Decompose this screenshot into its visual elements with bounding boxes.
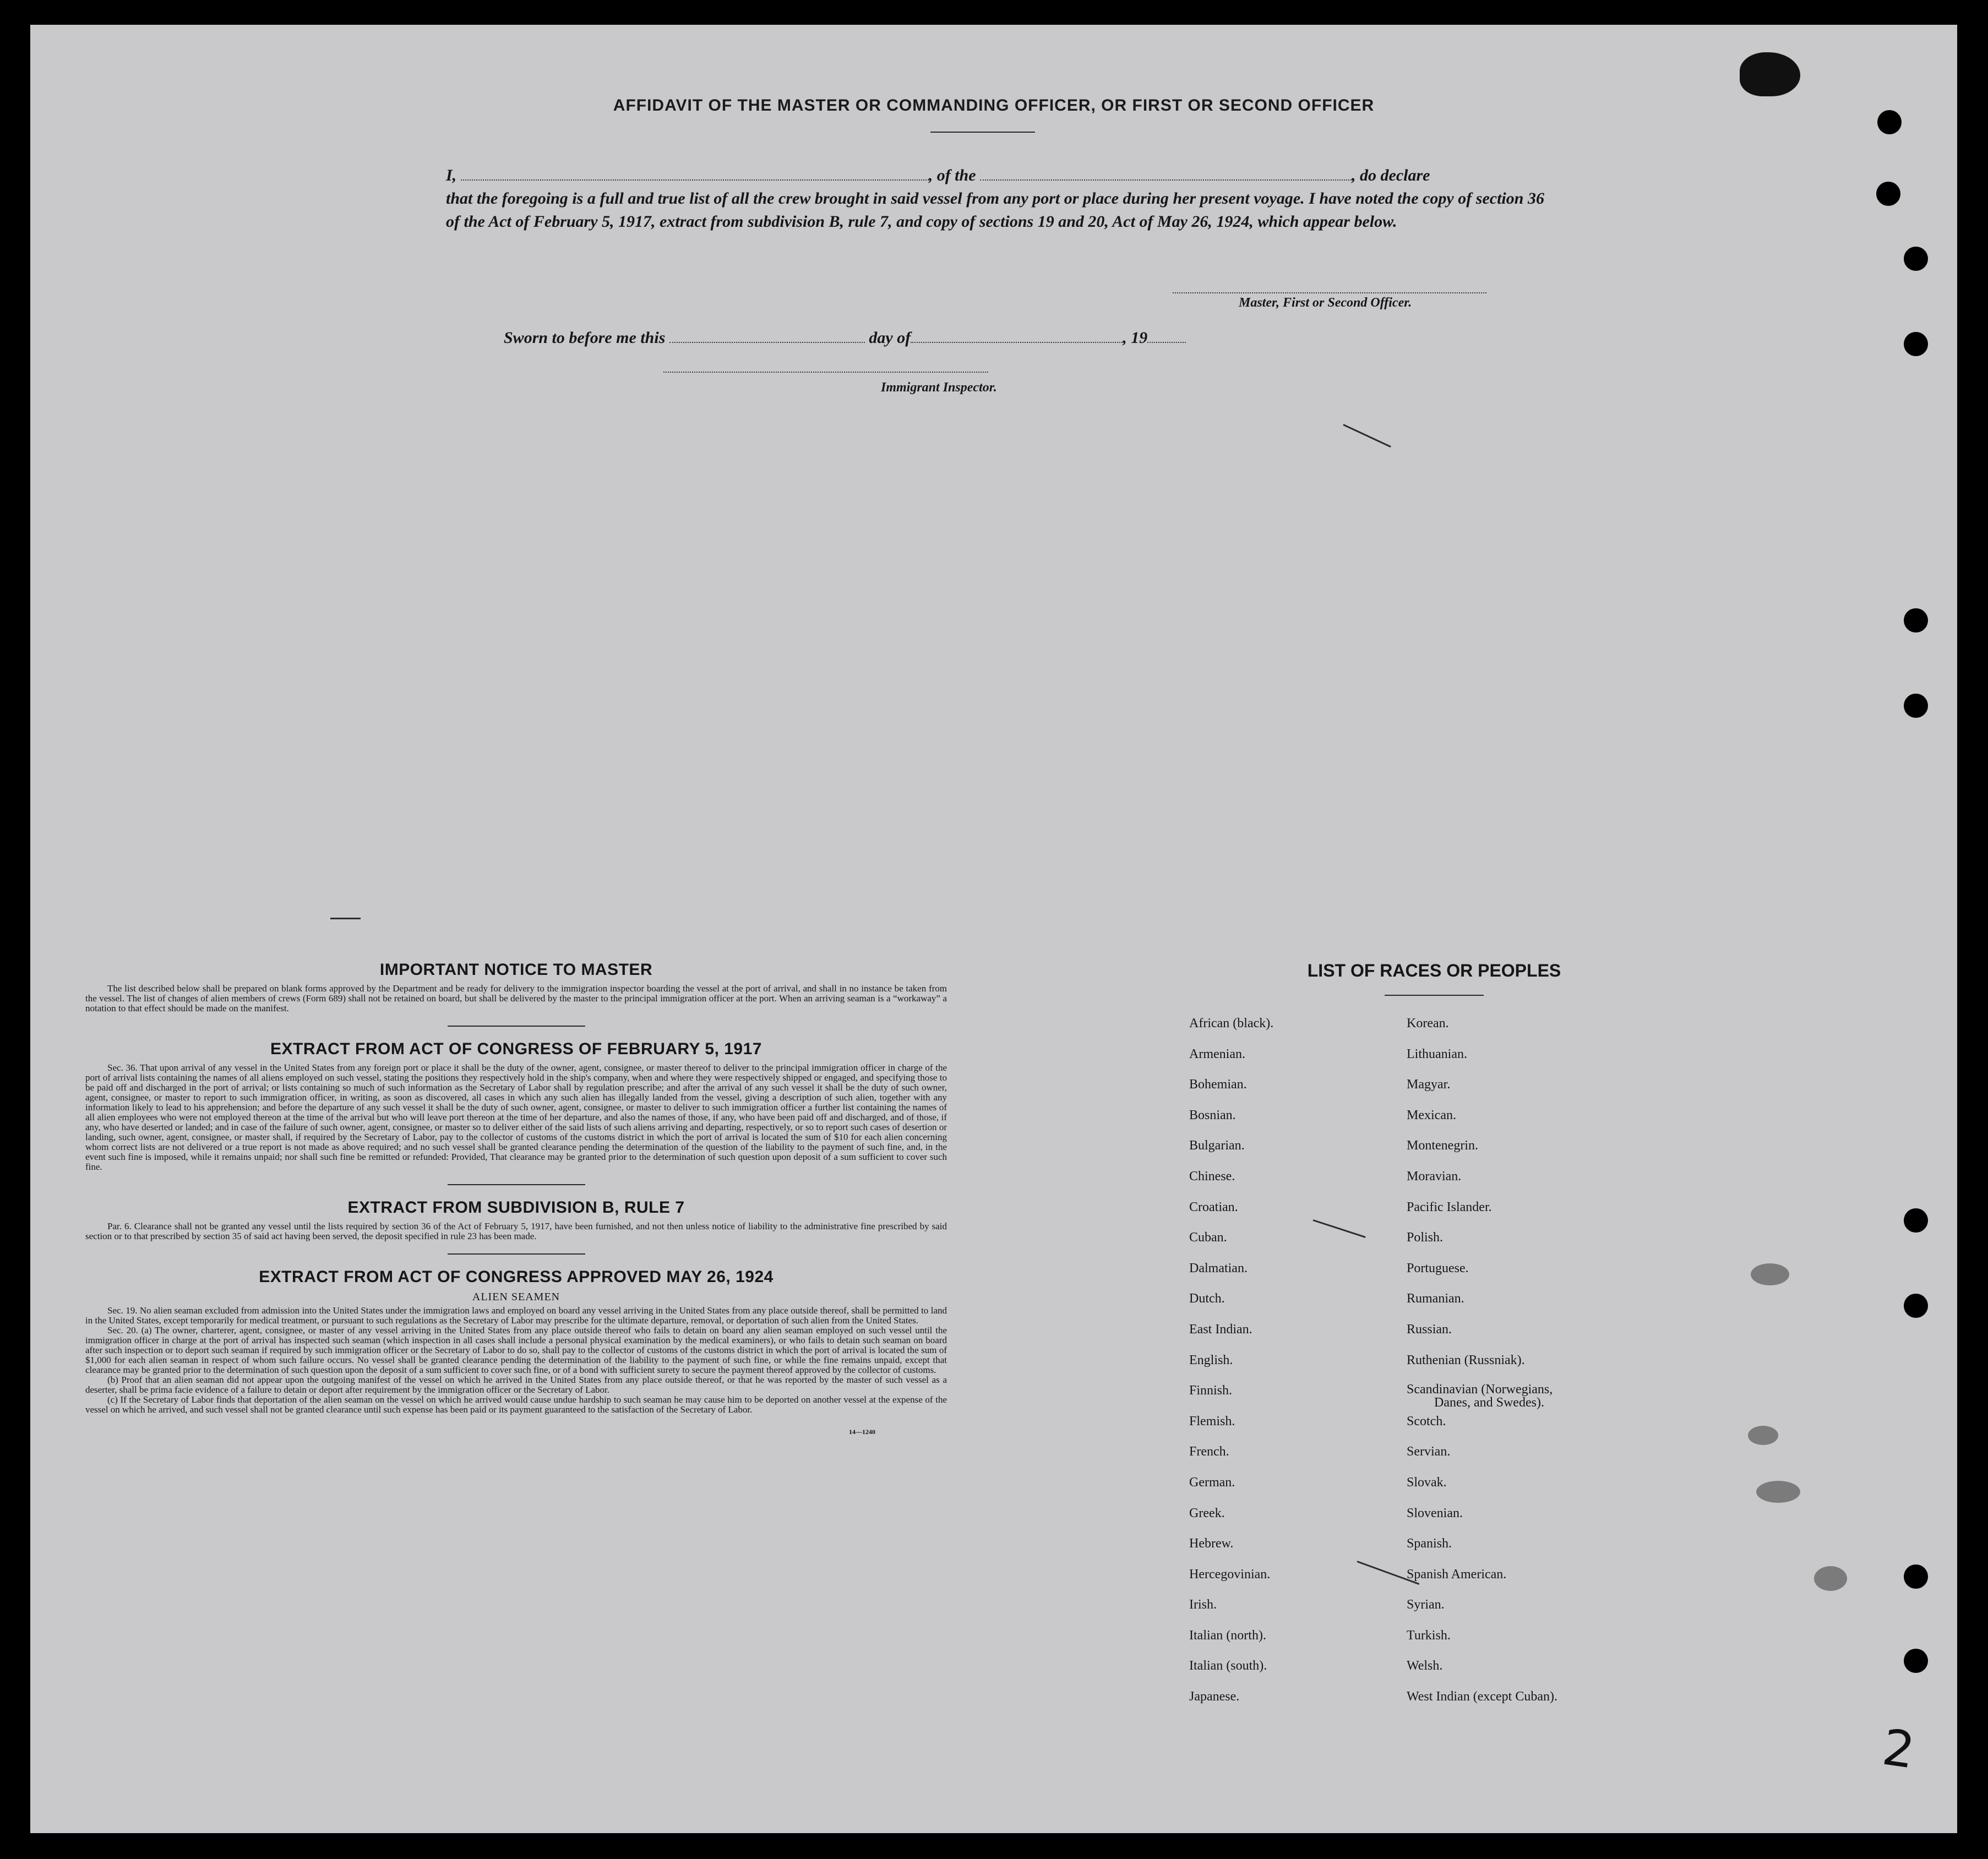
race-item — [1189, 1291, 1273, 1322]
race-item — [1189, 1536, 1273, 1567]
race-item — [1189, 1444, 1273, 1475]
race-item — [1189, 1597, 1273, 1628]
race-label: Hercegovinian. — [1189, 1567, 1271, 1582]
name-blank[interactable] — [461, 167, 929, 181]
race-label-continuation: Danes, and Swedes). — [1434, 1395, 1544, 1410]
punch-hole — [1877, 110, 1902, 134]
race-label: Magyar. — [1407, 1077, 1451, 1092]
races-title: LIST OF RACES OR PEOPLES — [1307, 961, 1561, 980]
affidavit-title: AFFIDAVIT OF THE MASTER OR COMMANDING OFFICER, OR FIRST OR SECOND OFFICER — [613, 96, 1375, 115]
race-item — [1189, 1230, 1273, 1261]
race-item — [1189, 1414, 1273, 1444]
race-item — [1189, 1475, 1273, 1506]
punch-hole — [1876, 182, 1900, 206]
race-label: Servian. — [1407, 1444, 1451, 1459]
races-underline — [1385, 995, 1484, 996]
race-label: Bohemian. — [1189, 1077, 1247, 1092]
race-label: Turkish. — [1407, 1628, 1451, 1643]
form-number: 14—1240 — [849, 1428, 875, 1436]
race-label: Pacific Islander. — [1407, 1200, 1492, 1214]
sec20b-text: (b) Proof that an alien seaman did not appear upon the outgoing manifest of the vessel on which he arrived in the United States from any place outside thereof, or that he was reported by the master of such vessel as a deserter, shall be prima facie evidence of a failure to detain or deport after requirement by the immigration officer or the Secretary of Labor. — [85, 1375, 947, 1395]
page-number-handwritten: 2 — [1878, 1718, 1919, 1780]
race-label: Scandinavian (Norwegians, — [1407, 1382, 1553, 1397]
race-label: Slovenian. — [1407, 1506, 1463, 1520]
scratch-mark — [1343, 424, 1391, 448]
race-label: Portuguese. — [1407, 1261, 1469, 1275]
stain — [1814, 1566, 1847, 1591]
master-signature-label: Master, First or Second Officer. — [1239, 296, 1412, 310]
vessel-blank[interactable] — [980, 167, 1352, 181]
race-item — [1407, 1628, 1557, 1659]
race-label: Italian (south). — [1189, 1659, 1267, 1673]
race-item — [1189, 1353, 1273, 1383]
extract-1917-text: Sec. 36. That upon arrival of any vessel in the United States from any foreign port or place it shall be the duty of the owner, agent, consignee, or master thereof to deliver to the principal immigration officer in charge of the port of arrival lists containing the names of all aliens employed on such vessel, stating the positions they respectively hold in the ship's company, when and where they were respectively shipped or engaged, and specifying those to be paid off and discharged in the port of arrival; or lists containing so much of such information as the Secretary of Labor shall by regulation prescribe; and after the arrival of any such vessel it shall be the duty of such owner, agent, consignee, or master to report to such immigration officer, in writing, as soon as discovered, all cases in which any such alien has illegally landed from the vessel, giving a description of such alien, together with any information likely to lead to his apprehension; and before the departure of any such vessel it shall be the duty of such owner, agent, consignee, or master to deliver to such immigration officer a further list containing the names of all alien employees who were not employed thereon at the time of the arrival but who will leave port thereon at the time of her departure, and also the names of those, if any, who have been paid off and discharged, and of those, if any, who have deserted or landed; and in case of the failure of such owner, agent, consignee, or master so to deliver either of the said lists of such aliens arriving and departing, respectively, or so to report such cases of desertion or landing, such owner, agent, consignee, or master shall, if required by the Secretary of Labor, pay to the collector of customs of the customs district in which the port of arrival is located the sum of $10 for each alien concerning whom correct lists are not delivered or a true report is not made as above required; and no such vessel shall be granted clearance pending the determination of the question of the liability to the payment of such fine, and, in the event such fine is imposed, while it remains unpaid; nor shall such fine be remitted or refunded: Provided, That clearance may be granted prior to the determination of such question upon deposit of a sum sufficient to cover such fine. — [85, 1062, 947, 1172]
race-item — [1407, 1077, 1557, 1108]
race-label: Ruthenian (Russniak). — [1407, 1353, 1525, 1367]
race-item — [1189, 1016, 1273, 1046]
affidavit-text: that the foregoing is a full and true list of all the crew brought in said vessel from any port or place during her present voyage. I have noted the copy of section 36 of the Act of February 5, 1917, extract from subdivision B, rule 7, and copy of sections 19 and 20, Act of May 26, 1924, which appear below. — [446, 189, 1544, 231]
race-item — [1407, 1353, 1557, 1383]
race-label: Korean. — [1407, 1016, 1449, 1031]
divider — [448, 1253, 585, 1255]
race-item — [1407, 1200, 1557, 1230]
punch-hole — [1904, 247, 1928, 271]
race-label: Cuban. — [1189, 1230, 1227, 1245]
punch-hole — [1904, 1208, 1928, 1233]
race-label: Lithuanian. — [1407, 1046, 1467, 1061]
race-label: Bulgarian. — [1189, 1138, 1245, 1153]
race-label: Spanish American. — [1407, 1567, 1507, 1582]
notice-title: IMPORTANT NOTICE TO MASTER — [379, 961, 653, 979]
race-item — [1189, 1322, 1273, 1353]
race-label: Mexican. — [1407, 1108, 1456, 1122]
sec19-text: Sec. 19. No alien seaman excluded from admission into the United States under the immigration laws and employed on board any vessel arriving in the United States from any place outside thereof, shall be permitted to land in the United States, except temporarily for medical treatment, or pursuant to such regulations as the Secretary of Labor may prescribe for the ultimate departure, removal, or deportation of such alien from the United States. — [85, 1305, 947, 1326]
sworn-month-blank[interactable] — [911, 330, 1123, 343]
race-label: West Indian (except Cuban). — [1407, 1689, 1557, 1704]
race-label: Armenian. — [1189, 1046, 1245, 1061]
race-item — [1189, 1200, 1273, 1230]
document-sheet — [30, 25, 1957, 1833]
punch-hole — [1904, 608, 1928, 633]
race-item — [1407, 1322, 1557, 1353]
race-label: Dutch. — [1189, 1291, 1225, 1306]
race-label: Greek. — [1189, 1506, 1225, 1520]
race-label: English. — [1189, 1353, 1233, 1367]
race-item — [1189, 1567, 1273, 1598]
race-label: Slovak. — [1407, 1475, 1447, 1490]
race-item — [1407, 1444, 1557, 1475]
master-signature-line[interactable] — [1173, 292, 1486, 293]
race-item — [1189, 1658, 1273, 1689]
race-item — [1189, 1046, 1273, 1077]
race-label: Japanese. — [1189, 1689, 1240, 1704]
race-item — [1407, 1475, 1557, 1506]
race-label: Montenegrin. — [1407, 1138, 1478, 1153]
race-item — [1407, 1689, 1557, 1720]
race-label: East Indian. — [1189, 1322, 1252, 1337]
race-item — [1189, 1689, 1273, 1720]
punch-hole — [1904, 694, 1928, 718]
race-item — [1407, 1597, 1557, 1628]
race-label: French. — [1189, 1444, 1229, 1459]
extract-1917-title: EXTRACT FROM ACT OF CONGRESS OF FEBRUARY 5, 1917 — [270, 1040, 762, 1058]
affidavit-i-label: I, — [446, 166, 457, 184]
title-underline — [930, 132, 1035, 133]
sworn-year-label: , 19 — [1123, 329, 1148, 347]
race-item — [1407, 1169, 1557, 1200]
notice-text: The list described below shall be prepared on blank forms approved by the Department and be ready for delivery to the immigration inspector boarding the vessel at the port of arrival, and shall in no instance be taken from the vessel. The list of changes of alien members of crews (Form 689) shall not be retained on board, but shall be delivered by the master to the principal immigration officer at the port. When an arriving seaman is a “workaway” a notation to that effect should be made on the manifest. — [85, 983, 947, 1013]
race-item — [1407, 1383, 1557, 1414]
inspector-signature-line[interactable] — [663, 372, 988, 373]
punch-hole — [1904, 1294, 1928, 1318]
extract-1924-title: EXTRACT FROM ACT OF CONGRESS APPROVED MAY 26, 1924 — [259, 1268, 774, 1286]
race-label: Chinese. — [1189, 1169, 1235, 1184]
race-label: Polish. — [1407, 1230, 1444, 1245]
races-column-2 — [1407, 1016, 1557, 1720]
sworn-line — [504, 329, 1186, 347]
race-item — [1189, 1261, 1273, 1291]
sworn-prefix: Sworn to before me this — [504, 329, 666, 347]
scratch-mark — [1313, 1219, 1366, 1238]
race-label: Russian. — [1407, 1322, 1452, 1337]
race-label: Spanish. — [1407, 1536, 1452, 1551]
race-item — [1407, 1658, 1557, 1689]
ink-blot — [1740, 52, 1800, 96]
race-item — [1407, 1506, 1557, 1536]
punch-hole — [1904, 332, 1928, 356]
race-label: Croatian. — [1189, 1200, 1238, 1214]
race-item — [1407, 1016, 1557, 1046]
inspector-label: Immigrant Inspector. — [881, 380, 997, 395]
race-label: Rumanian. — [1407, 1291, 1464, 1306]
punch-hole — [1904, 1564, 1928, 1589]
race-label: German. — [1189, 1475, 1235, 1490]
race-label: Bosnian. — [1189, 1108, 1236, 1122]
affidavit-of-the-label: , of the — [928, 166, 976, 184]
race-label: African (black). — [1189, 1016, 1274, 1031]
race-label: Italian (north). — [1189, 1628, 1266, 1643]
race-item — [1189, 1506, 1273, 1536]
race-item — [1407, 1261, 1557, 1291]
race-label: Scotch. — [1407, 1414, 1446, 1429]
race-item — [1407, 1138, 1557, 1169]
extract-rule7-title: EXTRACT FROM SUBDIVISION B, RULE 7 — [347, 1198, 685, 1217]
punch-hole — [1904, 1649, 1928, 1673]
race-item — [1189, 1628, 1273, 1659]
sworn-year-blank[interactable] — [1147, 330, 1186, 343]
race-label: Flemish. — [1189, 1414, 1235, 1429]
race-item — [1407, 1414, 1557, 1444]
stain — [1751, 1263, 1789, 1285]
divider — [448, 1026, 585, 1027]
race-item — [1189, 1077, 1273, 1108]
race-label: Moravian. — [1407, 1169, 1462, 1184]
divider — [448, 1184, 585, 1185]
race-label: Hebrew. — [1189, 1536, 1234, 1551]
extract-rule7-text: Par. 6. Clearance shall not be granted any vessel until the lists required by section 36 of the Act of February 5, 1917, have been furnished, and not then unless notice of liability to the administrative fine prescribed by said section or to that prescribed by section 35 of said act having been served, the deposit specified in rule 23 has been made. — [85, 1221, 947, 1241]
race-label: Finnish. — [1189, 1383, 1233, 1398]
dash-mark — [330, 918, 361, 919]
race-item — [1189, 1138, 1273, 1169]
stain — [1756, 1481, 1800, 1503]
race-item — [1189, 1383, 1273, 1414]
affidavit-declare-label: , do declare — [1352, 166, 1430, 184]
race-item — [1407, 1536, 1557, 1567]
race-item — [1407, 1291, 1557, 1322]
race-label: Dalmatian. — [1189, 1261, 1248, 1275]
sworn-day-of: day of — [869, 329, 911, 347]
sec20a-text: Sec. 20. (a) The owner, charterer, agent, consignee, or master of any vessel arriving in the United States from any place outside thereof who fails to detain on board any alien seaman employed on such vessel until the immigration officer in charge at the port of arrival has inspected such seaman (which inspection in all cases shall include a personal physical examination by the medical examiners), or who fails to detain such seaman on board after such inspection or to deport such seaman if required by such immigration officer or the Secretary of Labor to do so, shall pay to the collector of customs of the customs district in which the port of arrival is located the sum of $1,000 for each alien seaman in respect of whom such failure occurs. No vessel shall be granted clearance pending the determination of the liability to the payment of such fine, or while the fine remains unpaid, except that clearance may be granted prior to the determination of such question upon the deposit of a sum sufficient to cover such fine, or of a bond with sufficient surety to secure the payment thereof approved by the collector of customs. — [85, 1325, 947, 1375]
race-item — [1407, 1108, 1557, 1138]
race-label: Syrian. — [1407, 1598, 1445, 1612]
sworn-day-blank[interactable] — [669, 330, 865, 343]
race-item — [1189, 1169, 1273, 1200]
extract-1924-subtitle: ALIEN SEAMEN — [472, 1291, 560, 1303]
left-column — [85, 961, 947, 1436]
race-item — [1189, 1108, 1273, 1138]
race-label: Welsh. — [1407, 1659, 1443, 1673]
affidavit-body — [446, 164, 1544, 233]
sec20c-text: (c) If the Secretary of Labor finds that deportation of the alien seaman on the vessel on which he arrived would cause undue hardship to such seaman he may cause him to be deported on another vessel at the expense of the vessel on which he arrived, and such vessel shall not be granted clearance until such expense has been paid or its payment guaranteed to the satisfaction of the Secretary of Labor. — [85, 1394, 947, 1415]
races-column-1 — [1189, 1016, 1273, 1720]
race-item — [1407, 1230, 1557, 1261]
race-label: Irish. — [1189, 1598, 1217, 1612]
race-item — [1407, 1567, 1557, 1598]
race-item — [1407, 1046, 1557, 1077]
stain — [1748, 1426, 1778, 1445]
